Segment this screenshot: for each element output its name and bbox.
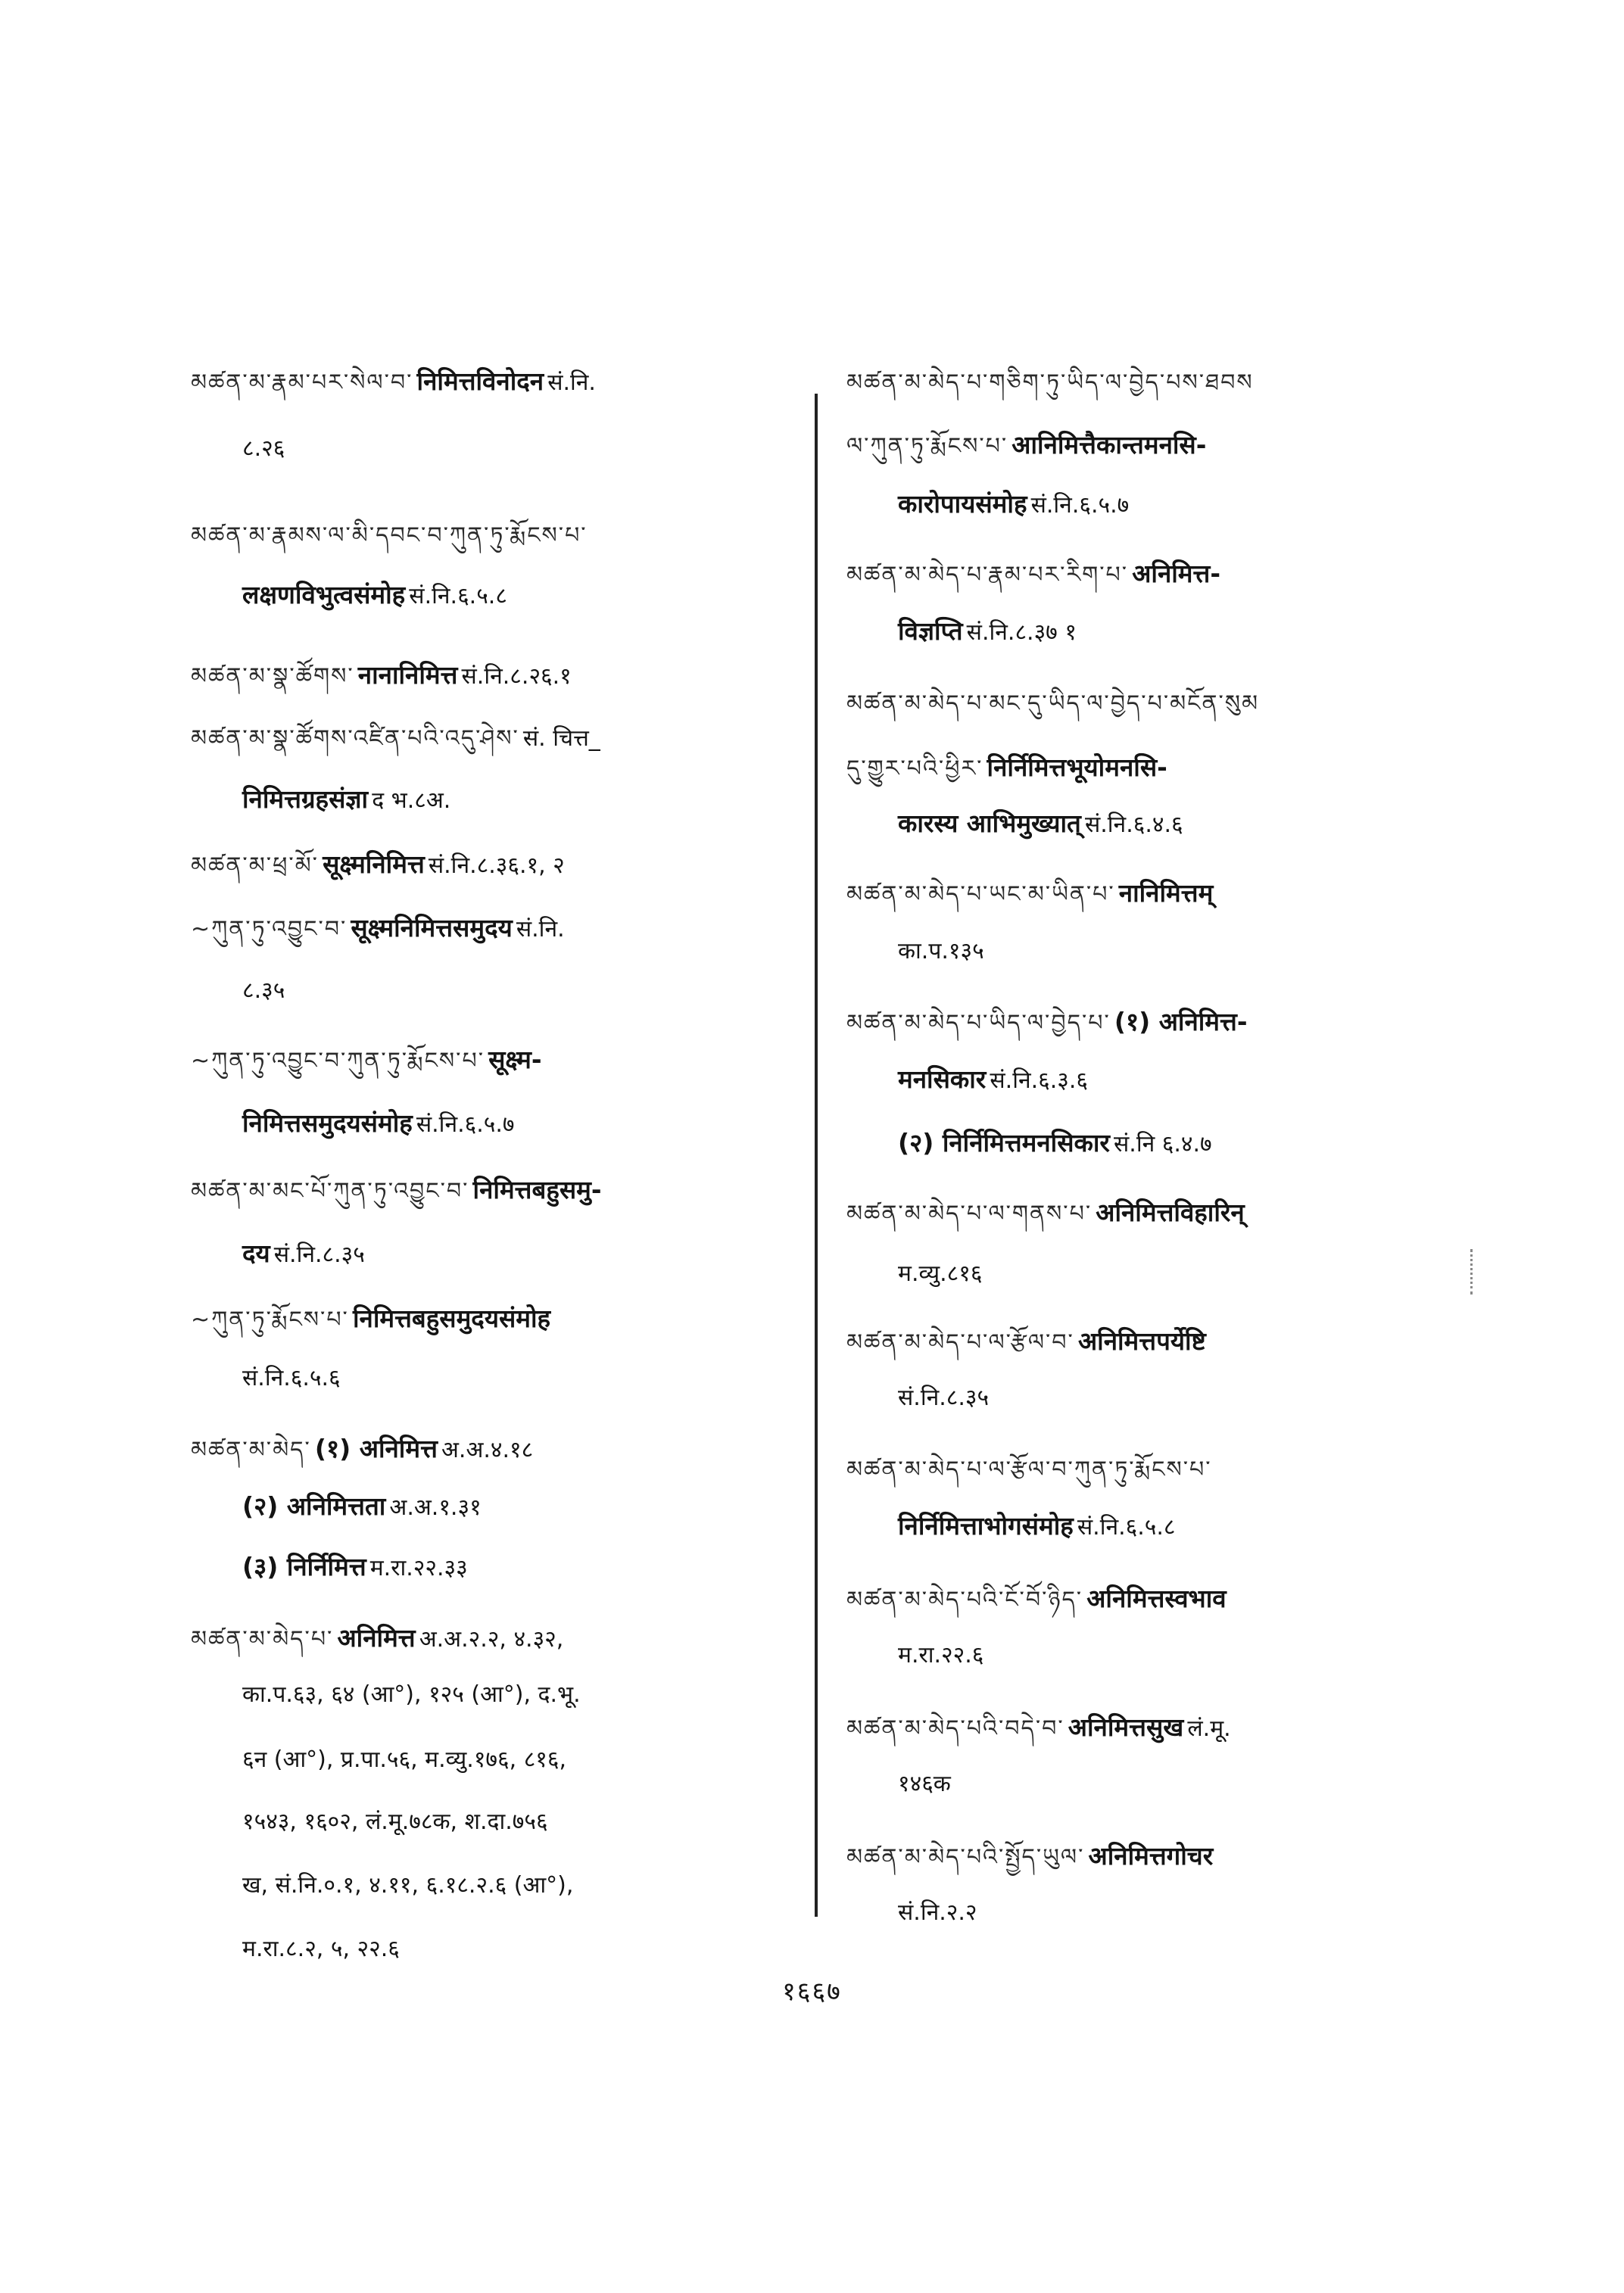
scan-artifact	[1470, 1249, 1475, 1294]
source-reference: ६न (आ°), प्र.पा.५६, म.व्यु.१७६, ८१६,	[242, 1746, 567, 1773]
source-reference: सं.नि.६.४.६	[1084, 812, 1183, 838]
right-entry-1-line-1	[846, 357, 1441, 421]
source-reference: अ.अ.४.१८	[441, 1437, 534, 1463]
sanskrit-equivalent: निमित्तसमुदयसंमोह	[242, 1108, 413, 1138]
sanskrit-equivalent: (२) निर्निमित्तमनसिकार	[898, 1128, 1110, 1157]
right-entry-5-line-1	[846, 998, 1441, 1061]
column-divider	[815, 394, 818, 1917]
right-entry-1-line-3	[846, 486, 1441, 520]
sanskrit-equivalent: नानिमित्तम्	[1118, 878, 1214, 908]
left-entry-11-line-6	[191, 1932, 819, 1963]
tibetan-headword: མཚན་མ་མེད་པའི་བདེ་བ་	[846, 1715, 1064, 1742]
sanskrit-equivalent: (१) अनिमित्त-	[1114, 1007, 1248, 1036]
tibetan-headword: མཚན་མ་རྣམ་པར་སེལ་བ་	[191, 369, 413, 396]
sanskrit-equivalent: कारोपायसंमोह	[898, 489, 1027, 519]
tibetan-headword: ~ཀུན་ཏུ་འབྱུང་བ་ཀུན་ཏུ་རྨོངས་པ་	[191, 1048, 485, 1074]
right-entry-8-line-1	[846, 1444, 1441, 1508]
source-reference: सं.नि.	[516, 916, 565, 942]
left-entry-11-line-5	[191, 1868, 819, 1899]
sanskrit-equivalent: निमित्तग्रहसंज्ञा	[242, 784, 369, 814]
sanskrit-equivalent: सूक्ष्मनिमित्तसमुदय	[351, 913, 513, 942]
right-entry-6-line-1	[846, 1189, 1441, 1252]
source-reference: म.व्यु.८१६	[898, 1260, 983, 1287]
sanskrit-equivalent: अनिमित्तस्वभाव	[1086, 1584, 1227, 1613]
left-entry-11-line-3	[191, 1743, 819, 1774]
right-entry-11-line-1	[846, 1832, 1441, 1896]
left-entry-11-line-4	[191, 1805, 819, 1836]
left-entry-1-line-1	[191, 357, 819, 421]
tibetan-headword: ~ཀུན་ཏུ་རྨོངས་པ་	[191, 1307, 349, 1333]
source-reference: सं.नि.८.२६.१	[461, 663, 572, 690]
source-reference: द भ.८अ.	[372, 787, 451, 814]
source-reference: सं.नि.६.३.६	[990, 1067, 1089, 1094]
source-reference: सं.नि.६.५.७	[416, 1111, 515, 1138]
source-reference: सं.नि.२.२	[898, 1899, 977, 1926]
tibetan-headword: མཚན་མ་མེད་པ་ལ་རྩོལ་བ་ཀུན་ཏུ་རྨོངས་པ་	[846, 1456, 1212, 1483]
tibetan-headword: ~ཀུན་ཏུ་འབྱུང་བ་	[191, 916, 348, 942]
sanskrit-equivalent: (१) अनिमित्त	[314, 1434, 438, 1463]
sanskrit-equivalent: निर्निमित्ताभोगसंमोह	[898, 1511, 1074, 1541]
right-entry-10-line-1	[846, 1703, 1441, 1767]
left-entry-6-line-2	[191, 974, 819, 1005]
right-entry-10-line-2	[846, 1767, 1441, 1798]
source-reference: अ.अ.१.३१	[389, 1494, 482, 1521]
left-entry-7-line-2	[191, 1105, 819, 1139]
source-reference: ८.२६	[242, 435, 285, 462]
sanskrit-equivalent: सूक्ष्म-	[488, 1045, 542, 1074]
sanskrit-equivalent: आनिमित्तैकान्तमनसि-	[1011, 430, 1207, 460]
tibetan-headword: མཚན་མ་མེད་པ་མང་དུ་ཡིད་ལ་བྱེད་པ་མངོན་སུམ	[846, 690, 1260, 717]
tibetan-headword: ལ་ཀུན་ཏུ་རྨོངས་པ་	[846, 433, 1008, 460]
source-reference: सं.नि.	[547, 369, 596, 396]
source-reference: अ.अ.२.२, ४.३२,	[419, 1626, 564, 1653]
source-reference: १४६क	[898, 1771, 951, 1797]
source-reference: १५४३, १६०२, लं.मू.७८क, श.दा.७५६	[242, 1809, 548, 1835]
sanskrit-equivalent: अनिमित्तपर्येष्टि	[1077, 1326, 1206, 1356]
tibetan-headword: མཚན་མ་མེད་པ་	[191, 1626, 334, 1653]
sanskrit-equivalent: निमित्तबहुसमु-	[472, 1175, 602, 1204]
left-entry-4-line-2	[191, 781, 819, 815]
tibetan-headword: མཚན་མ་མེད་པ་ཡིད་ལ་བྱེད་པ་	[846, 1010, 1111, 1036]
right-entry-7-line-1	[846, 1317, 1441, 1381]
left-entry-11-line-1	[191, 1614, 819, 1678]
source-reference: म.रा.२२.३३	[369, 1555, 468, 1581]
right-entry-4-line-2	[846, 934, 1441, 965]
sanskrit-equivalent: सूक्ष्मनिमित्त	[323, 849, 425, 879]
sanskrit-equivalent: कारस्य आभिमुख्यात्	[898, 808, 1081, 838]
sanskrit-equivalent: लक्षणविभुत्वसंमोह	[242, 580, 406, 609]
source-reference: का.प.१३५	[898, 938, 984, 964]
sanskrit-equivalent: (२) अनिमित्तता	[242, 1491, 386, 1521]
sanskrit-equivalent: निर्निमित्तभूयोमनसि-	[987, 752, 1167, 782]
tibetan-headword: མཚན་མ་མེད་པ་ལ་རྩོལ་བ་	[846, 1329, 1074, 1356]
tibetan-headword: མཚན་མ་སྣ་ཚོགས་	[191, 663, 354, 690]
source-reference: सं.नि.८.३७ १	[966, 619, 1077, 646]
right-entry-3-line-2	[846, 743, 1441, 807]
left-entry-4-line-1	[191, 713, 819, 777]
source-reference: सं.नि.६.५.८	[1077, 1514, 1176, 1541]
left-entry-2-line-1	[191, 510, 819, 574]
sanskrit-equivalent: (३) निर्निमित्त	[242, 1552, 366, 1581]
tibetan-headword: མཚན་མ་མེད་	[191, 1437, 311, 1463]
left-entry-9-line-1	[191, 1294, 819, 1358]
left-entry-2-line-2	[191, 577, 819, 611]
source-reference: सं.नि.६.५.६	[242, 1365, 341, 1391]
tibetan-headword: མཚན་མ་མེད་པ་གཅིག་ཏུ་ཡིད་ལ་བྱེད་པས་ཐབས	[846, 369, 1254, 396]
right-entry-2-line-2	[846, 613, 1441, 647]
left-entry-10-line-2	[191, 1488, 819, 1522]
left-entry-8-line-1	[191, 1166, 819, 1229]
source-reference: सं. चित्त_	[522, 725, 600, 752]
left-entry-10-line-3	[191, 1549, 819, 1583]
left-entry-7-line-1	[191, 1036, 819, 1099]
tibetan-headword: མཚན་མ་རྣམས་ལ་མི་དབང་བ་ཀུན་ཏུ་རྨོངས་པ་	[191, 522, 588, 549]
source-reference: म.रा.२२.६	[898, 1642, 984, 1668]
sanskrit-equivalent: मनसिकार	[898, 1064, 987, 1094]
tibetan-headword: མཚན་མ་སྣ་ཚོགས་འཛིན་པའི་འདུ་ཤེས་	[191, 725, 519, 752]
tibetan-headword: མཚན་མ་ཕྲ་མོ་	[191, 852, 319, 879]
source-reference: सं.नि.८.३६.१, २	[428, 852, 565, 879]
tibetan-headword: མཚན་མ་མེད་པའི་སྤྱོད་ཡུལ་	[846, 1844, 1085, 1871]
sanskrit-equivalent: नानानिमित्त	[357, 660, 458, 690]
left-entry-10-line-1	[191, 1425, 819, 1488]
sanskrit-equivalent: विज्ञप्ति	[898, 616, 963, 646]
source-reference: सं.नि.६.५.७	[1030, 492, 1130, 519]
sanskrit-equivalent: अनिमित्त-	[1132, 559, 1221, 588]
right-entry-7-line-2	[846, 1381, 1441, 1412]
left-entry-1-line-2	[191, 431, 819, 463]
left-entry-8-line-2	[191, 1235, 819, 1270]
source-reference: सं.नि.८.३५	[273, 1242, 365, 1268]
left-entry-9-line-2	[191, 1361, 819, 1392]
left-entry-3-line-1	[191, 651, 819, 715]
source-reference: का.प.६३, ६४ (आ°), १२५ (आ°), द.भू.	[242, 1681, 581, 1708]
source-reference: ८.३५	[242, 977, 285, 1004]
tibetan-headword: མཚན་མ་མང་པོ་ཀུན་ཏུ་འབྱུང་བ་	[191, 1178, 469, 1204]
right-entry-8-line-2	[846, 1508, 1441, 1542]
right-entry-6-line-2	[846, 1257, 1441, 1288]
tibetan-headword: མཚན་མ་མེད་པ་ལ་གནས་པ་	[846, 1201, 1093, 1227]
source-reference: सं.नि ६.४.७	[1114, 1131, 1212, 1157]
sanskrit-equivalent: दय	[242, 1238, 270, 1268]
right-entry-2-line-1	[846, 550, 1441, 613]
sanskrit-equivalent: अनिमित्त	[337, 1623, 416, 1653]
sanskrit-equivalent: निमित्तविनोदन	[416, 366, 544, 396]
source-reference: लं.मू.	[1187, 1715, 1231, 1742]
right-entry-1-line-2	[846, 421, 1441, 484]
tibetan-headword: མཚན་མ་མེད་པའི་ངོ་བོ་ཉིད་	[846, 1587, 1083, 1613]
left-entry-11-line-2	[191, 1678, 819, 1709]
right-entry-5-line-3	[846, 1125, 1441, 1159]
tibetan-headword: མཚན་མ་མེད་པ་ཡང་མ་ཡིན་པ་	[846, 881, 1115, 908]
sanskrit-equivalent: अनिमित्तविहारिन्	[1096, 1198, 1245, 1227]
right-entry-11-line-2	[846, 1896, 1441, 1927]
right-entry-3-line-1	[846, 678, 1441, 742]
source-reference: सं.नि.६.५.८	[409, 583, 507, 609]
source-reference: ख, सं.नि.०.१, ४.११, ६.१८.२.६ (आ°),	[242, 1872, 574, 1899]
right-entry-3-line-3	[846, 805, 1441, 840]
sanskrit-equivalent: निमित्तबहुसमुदयसंमोह	[352, 1304, 551, 1333]
sanskrit-equivalent: अनिमित्तगोचर	[1088, 1841, 1214, 1871]
page-number: १६६७	[782, 1977, 842, 2007]
left-entry-5-line-1	[191, 840, 819, 904]
source-reference: सं.नि.८.३५	[898, 1385, 990, 1411]
tibetan-headword: མཚན་མ་མེད་པ་རྣམ་པར་རིག་པ་	[846, 562, 1129, 588]
right-entry-9-line-1	[846, 1575, 1441, 1638]
right-entry-4-line-1	[846, 869, 1441, 933]
sanskrit-equivalent: अनिमित्तसुख	[1068, 1712, 1184, 1742]
right-entry-5-line-2	[846, 1061, 1441, 1095]
tibetan-headword: དུ་གྱུར་པའི་ཕྱིར་	[846, 756, 983, 782]
right-entry-9-line-2	[846, 1638, 1441, 1669]
source-reference: म.रा.८.२, ५, २२.६	[242, 1936, 400, 1962]
left-entry-6-line-1	[191, 904, 819, 967]
